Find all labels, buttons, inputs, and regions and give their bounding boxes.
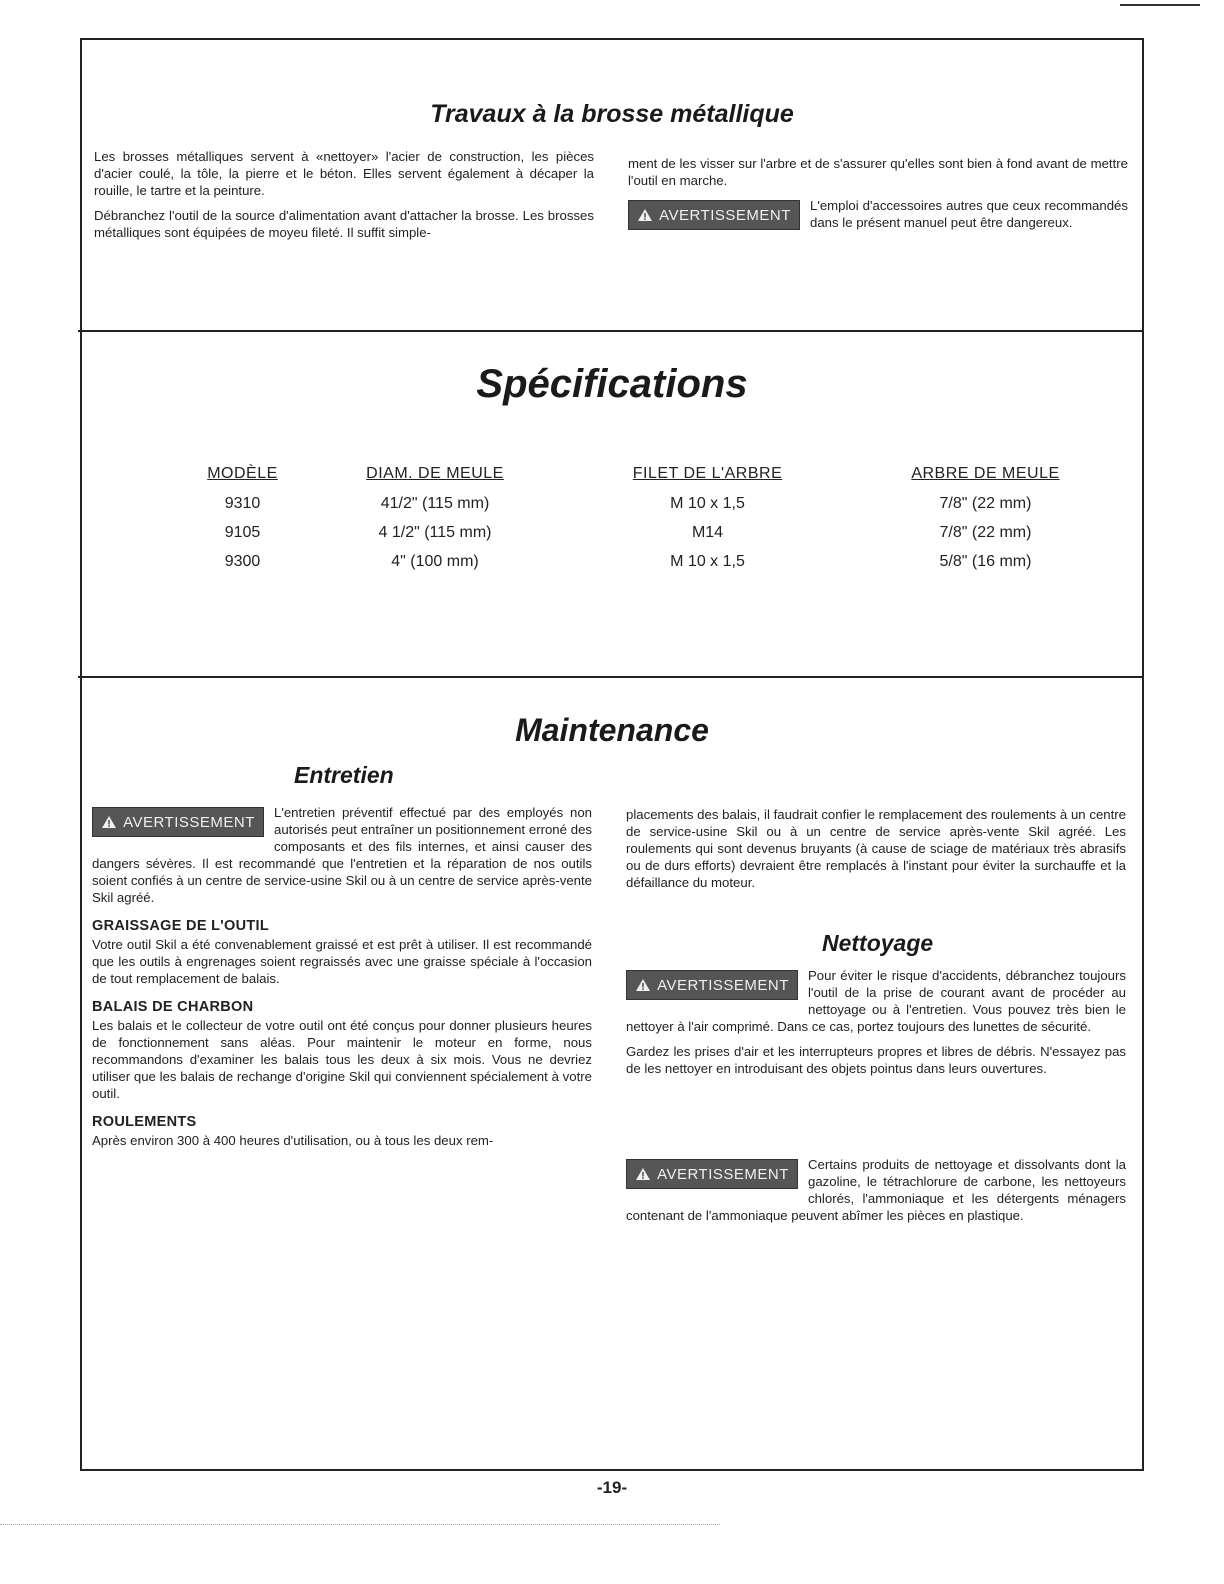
warning-text: Certains produits de nettoyage et dissolvants dont la gazoline, le tétrachlorure de carbone, les nettoyeurs chlorés, l'ammoniaque et les détergents ménagers contenant de l'ammoniaque peuvent abîmer les pièces en plastique. xyxy=(626,1157,1126,1223)
wire-brush-left-column xyxy=(94,148,594,249)
entretien-title: Entretien xyxy=(294,762,394,788)
maintenance-right-column xyxy=(626,806,1126,899)
spec-cell: M 10 x 1,5 xyxy=(670,495,745,512)
spec-cell: 4 1/2" (115 mm) xyxy=(378,524,492,541)
spec-cell: 7/8" (22 mm) xyxy=(939,524,1032,541)
spec-cell: 5/8" (16 mm) xyxy=(939,553,1032,570)
spec-column-arbor xyxy=(878,465,1093,576)
warning-text: L'emploi d'accessoires autres que ceux recommandés dans le présent manuel peut être dangereux. xyxy=(810,198,1128,230)
section-heading: BALAIS DE CHARBON xyxy=(92,999,254,1015)
section-heading: ROULEMENTS xyxy=(92,1114,197,1130)
section-divider-2 xyxy=(78,676,1144,678)
warning-label: AVERTISSEMENT xyxy=(657,1165,789,1183)
nettoyage-warning-column xyxy=(626,1156,1126,1224)
warning-badge xyxy=(626,970,798,1000)
spec-cell: M14 xyxy=(691,524,724,541)
warning-block xyxy=(628,197,1128,231)
warning-triangle-icon xyxy=(637,208,653,222)
spec-cell: 41/2" (115 mm) xyxy=(380,495,490,512)
wire-brush-paragraph: Débranchez l'outil de la source d'alimentation avant d'attacher la brosse. Les brosses métalliques sont équipées de moyeu fileté. Il suffit simple- xyxy=(94,208,594,240)
section-heading: GRAISSAGE DE L'OUTIL xyxy=(92,918,270,934)
corner-rule xyxy=(1120,4,1200,6)
warning-block xyxy=(626,967,1126,1035)
wire-brush-paragraph: ment de les visser sur l'arbre et de s'assurer qu'elles sont bien à fond avant de mettre l'outil en marche. xyxy=(628,156,1128,188)
spec-cell: 9310 xyxy=(224,495,261,512)
section-divider-1 xyxy=(78,330,1144,332)
scan-artifact-line xyxy=(0,1524,720,1525)
body-paragraph: Les balais et le collecteur de votre outil ont été conçus pour donner plusieurs heures de fonctionnement sans aléas. Pour maintenir le moteur en forme, nous recommandons d'examiner les balais tous les deux à six mois. Vous ne devriez utiliser que les balais de rechange d'origine Skil qui conviennent spécialement à votre outil. xyxy=(92,1018,592,1101)
spec-header: MODÈLE xyxy=(207,465,278,482)
spec-cell: 9300 xyxy=(224,553,261,570)
spec-cell: 4" (100 mm) xyxy=(391,553,479,570)
spec-column-wheel-diameter xyxy=(335,465,535,576)
specifications-title: Spécifications xyxy=(476,362,748,406)
body-paragraph: Votre outil Skil a été convenablement graissé et est prêt à utiliser. Il est recommandé que les outils à engrenages soient regraissés avec une graisse spéciale à l'occasion de tout remplacement de balais. xyxy=(92,937,592,986)
nettoyage-column xyxy=(626,967,1126,1085)
spec-header: DIAM. DE MEULE xyxy=(366,465,504,482)
spec-header: ARBRE DE MEULE xyxy=(911,465,1060,482)
page-number: -19- xyxy=(596,1478,628,1497)
body-paragraph: placements des balais, il faudrait confier le remplacement des roulements à un centre de service-usine Skil ou à un centre de service après-vente Skil agréé. Les roulements qui sont devenus bruyants (à cause de sciage de matériaux très abrasifs ou de durs efforts) devraient être remplacés à l'instant pour éviter la surchauffe et la défaillance du moteur. xyxy=(626,807,1126,890)
maintenance-title: Maintenance xyxy=(515,712,709,748)
warning-badge xyxy=(628,200,800,230)
warning-label: AVERTISSEMENT xyxy=(659,206,791,224)
wire-brush-paragraph: Les brosses métalliques servent à «nettoyer» l'acier de construction, les pièces d'acier coulé, la tôle, la pierre et le béton. Elles servent également à décaper la rouille, le tartre et la peinture. xyxy=(94,149,594,198)
wire-brush-right-column xyxy=(628,155,1128,232)
warning-text: L'entretien préventif effectué par des employés non autorisés peut entraîner un positionnement erroné des composants et des fils internes, et ainsi causer des dangers sévères. Il est recommandé que l'entretien et la réparation de nos outils soient confiés à un centre de service-usine Skil ou à un centre de service après-vente Skil agréé. xyxy=(92,805,592,905)
warning-label: AVERTISSEMENT xyxy=(657,976,789,994)
warning-text: Pour éviter le risque d'accidents, débranchez toujours l'outil de la prise de courant avant de procéder au nettoyage ou à l'entretien. Vous pouvez très bien le nettoyer à l'air comprimé. Dans ce cas, portez toujours des lunettes de sécurité. xyxy=(626,968,1126,1034)
warning-block xyxy=(92,804,592,906)
maintenance-left-column xyxy=(92,804,592,1149)
spec-column-spindle-thread xyxy=(600,465,815,576)
warning-badge xyxy=(92,807,264,837)
wire-brush-title: Travaux à la brosse métallique xyxy=(430,100,794,128)
warning-triangle-icon xyxy=(635,1167,651,1181)
spec-column-model xyxy=(160,465,325,576)
warning-badge xyxy=(626,1159,798,1189)
body-paragraph: Après environ 300 à 400 heures d'utilisation, ou à tous les deux rem- xyxy=(92,1133,494,1148)
warning-triangle-icon xyxy=(635,978,651,992)
spec-cell: 9105 xyxy=(224,524,261,541)
warning-triangle-icon xyxy=(101,815,117,829)
warning-label: AVERTISSEMENT xyxy=(123,813,255,831)
nettoyage-title: Nettoyage xyxy=(822,930,934,956)
spec-cell: M 10 x 1,5 xyxy=(670,553,745,570)
warning-block xyxy=(626,1156,1126,1224)
spec-header: FILET DE L'ARBRE xyxy=(632,465,783,482)
page-frame xyxy=(80,38,1144,1471)
spec-cell: 7/8" (22 mm) xyxy=(939,495,1032,512)
body-paragraph: Gardez les prises d'air et les interrupteurs propres et libres de débris. N'essayez pas de les nettoyer en introduisant des objets pointus dans leurs ouvertures. xyxy=(626,1044,1126,1076)
